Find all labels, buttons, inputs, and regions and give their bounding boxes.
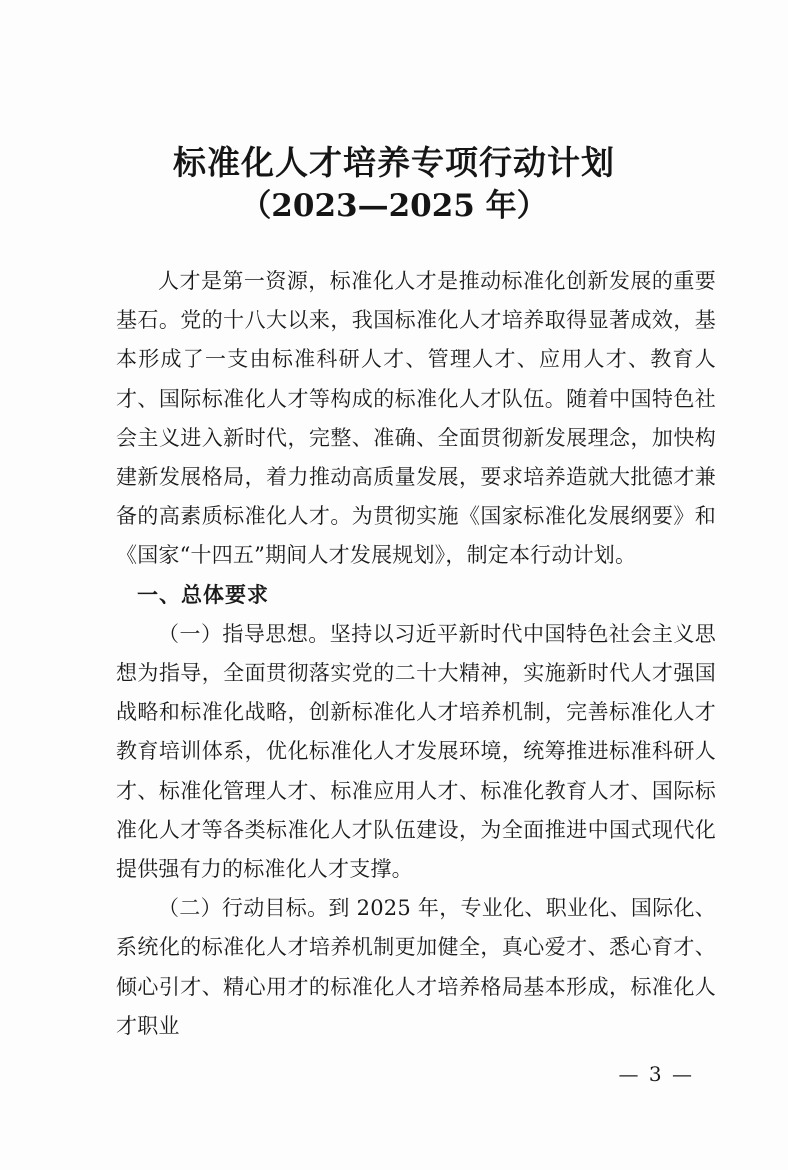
document-subtitle: （2023—2025 年） — [240, 188, 548, 224]
guiding-thought-paragraph: （一）指导思想。坚持以习近平新时代中国特色社会主义思想为指导，全面贯彻落实党的二十大精神，实施新时代人才强国战略和标准化战略，创新标准化人才培养机制，完善标准化人才教育培训体系，优化标准化人才发展环境，统筹推进标准科研人才、标准化管理人才、标准应用人才、标准化教育人才、国际标准化人才等各类标准化人才队伍建设，为全面推进中国式现代化提供强有力的标准化人才支撑。 — [116, 621, 716, 882]
document-body — [116, 262, 716, 1046]
intro-paragraph: 人才是第一资源，标准化人才是推动标准化创新发展的重要基石。党的十八大以来，我国标准化人才培养取得显著成效，基本形成了一支由标准科研人才、管理人才、应用人才、教育人才、国际标准化人才等构成的标准化人才队伍。随着中国特色社会主义进入新时代，完整、准确、全面贯彻新发展理念，加快构建新发展格局，着力推动高质量发展，要求培养造就大批德才兼备的高素质标准化人才。为贯彻实施《国家标准化发展纲要》和《国家“十四五”期间人才发展规划》，制定本行动计划。 — [116, 269, 716, 568]
action-goals-paragraph: （二）行动目标。到 2025 年，专业化、职业化、国际化、系统化的标准化人才培养机制更加健全，真心爱才、悉心育才、倾心引才、精心用才的标准化人才培养格局基本形成，标准化人才职业 — [116, 896, 716, 1038]
page-number: — 3 — — [618, 1062, 694, 1086]
document-title: 标准化人才培养专项行动计划 — [173, 143, 615, 182]
section-heading: 一、总体要求 — [137, 582, 269, 607]
